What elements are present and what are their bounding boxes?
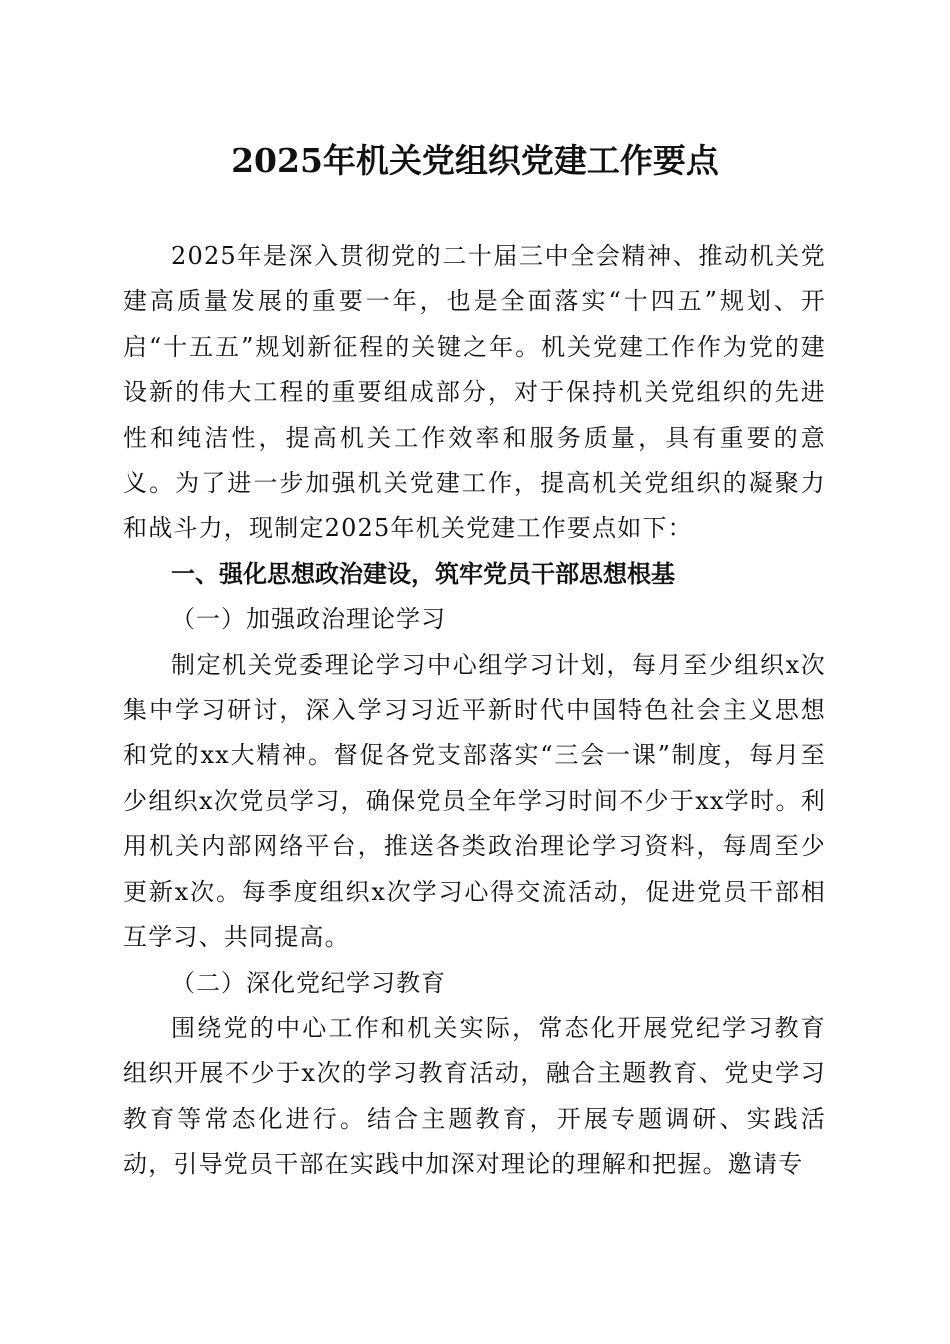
intro-paragraph: 2025年是深入贯彻党的二十届三中全会精神、推动机关党建高质量发展的重要一年，也是全面落实“十四五”规划、开启“十五五”规划新征程的关键之年。机关党建工作作为党的建设新的伟大工程的重要组成部分，对于保持机关党组织的先进性和纯洁性，提高机关工作效率和服务质量，具有重要的意义。为了进一步加强机关党建工作，提高机关党组织的凝聚力和战斗力，现制定2025年机关党建工作要点如下：: [123, 242, 826, 543]
subsection-1-heading: （一）加强政治理论学习: [171, 605, 446, 634]
subsection-2-heading: （二）深化党纪学习教育: [171, 968, 446, 997]
section-1-heading: 一、强化思想政治建设，筑牢党员干部思想根基: [171, 559, 675, 588]
subsection-2-paragraph: 围绕党的中心工作和机关实际，常态化开展党纪学习教育组织开展不少于x次的学习教育活动，融合主题教育、党史学习教育等常态化进行。结合主题教育，开展专题调研、实践活动，引导党员干部在实践中加深对理论的理解和把握。邀请专: [123, 1013, 826, 1179]
document-title: 2025年机关党组织党建工作要点: [231, 141, 719, 180]
subsection-1-paragraph: 制定机关党委理论学习中心组学习计划，每月至少组织x次集中学习研讨，深入学习习近平新时代中国特色社会主义思想和党的xx大精神。督促各党支部落实“三会一课”制度，每月至少组织x次党员学习，确保党员全年学习时间不少于xx学时。利用机关内部网络平台，推送各类政治理论学习资料，每周至少更新x次。每季度组织x次学习心得交流活动，促进党员干部相互学习、共同提高。: [123, 650, 826, 952]
document-body: [123, 234, 826, 1188]
